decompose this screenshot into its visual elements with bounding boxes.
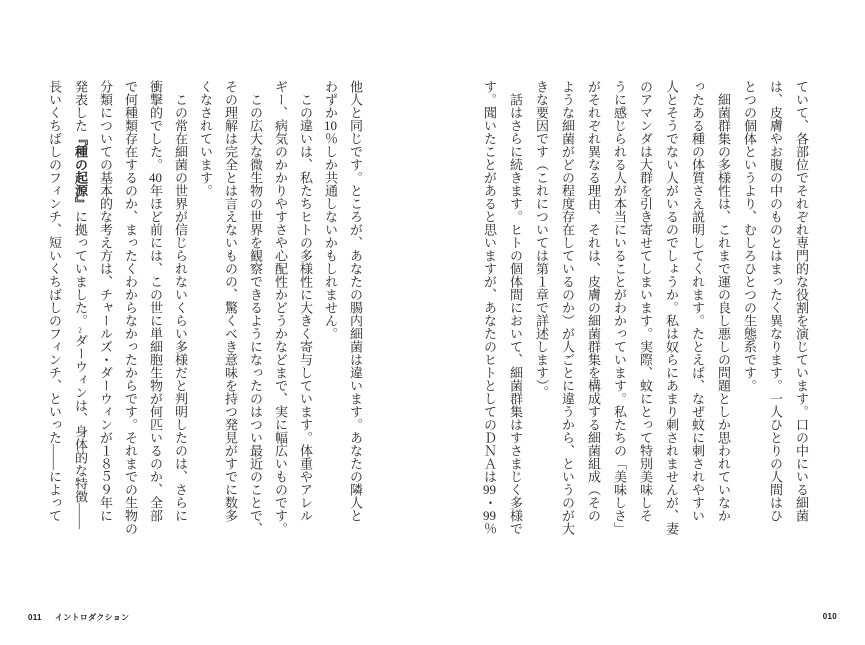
text-line: は、皮膚やお腹の中のものとはまったく異なります。一人ひとりの人間はひ (768, 80, 783, 522)
text-line: とつの個体というより、むしろひとつの生態系です。 (742, 80, 757, 392)
text-line: この広大な微生物の世界を観察できるようになったのはつい最近のことで、 (248, 80, 263, 535)
text-line: 他人と同じです。ところが、あなたの腸内細菌は違います。あなたの隣人と (348, 80, 363, 522)
text-line: ギー、病気のかかりやすさや心配性かどうかなどまで、実に幅広いものです。 (273, 80, 288, 535)
text-line: きな要因です（これについては第１章で詳述します）。 (534, 80, 549, 399)
left-page-text (42, 80, 368, 535)
text-line: す。聞いたことがあると思いますが、あなたのヒトとしてのＤＮＡは99・99％ (482, 80, 497, 535)
text-line: ったある種の体質さえ説明してくれます。たとえば、なぜ蚊に刺されやすい (690, 80, 705, 522)
text-line: この常在細菌の世界が信じられないくらい多様だと判明したのは、さらに (173, 80, 188, 522)
text-line: 話はさらに続きます。ヒトの個体間において、細菌群集はすさまじく多様で (508, 80, 523, 535)
text-line: 人とそうでない人がいるのでしょうか。私は奴らにあまり刺されませんが、妻 (664, 80, 679, 535)
text-line: わずか10％しか共通しないかもしれません。 (323, 80, 338, 340)
right-page-text (476, 80, 814, 535)
text-line: 分類についての基本的な考え方は、チャールズ・ダーウィンが１８５９年に (98, 80, 113, 522)
text-line: くなされています。 (198, 80, 213, 197)
text-line: うに感じられる人が本当にいることがわかっています。私たちの「美味しさ」 (612, 80, 627, 535)
text-line: 長いくちばしのフィンチ、短いくちばしのフィンチ、といった――によって (47, 80, 62, 522)
text-line: その理解は完全とは言えないものの、驚くべき意味を持つ発見がすでに数多 (223, 80, 238, 522)
tatechuyoko-number: 99 (483, 483, 496, 496)
text-line: ような細菌がどの程度存在しているのか）が人ごとに違うから、というのが大 (560, 80, 575, 535)
tatechuyoko-number: 40 (149, 171, 162, 184)
text-line: がそれぞれ異なる理由、それは、皮膚の細菌群集を構成する細菌組成（その (586, 80, 601, 522)
tatechuyoko-number: 10 (324, 119, 337, 132)
footnote-marker: 2 (78, 327, 82, 334)
tatechuyoko-number: 99 (483, 509, 496, 522)
text-line: 細菌群集の多様性は、これまで運の良し悪しの問題としか思われていなか (716, 80, 731, 522)
right-page-number: 010 (822, 612, 837, 621)
emphasis-text: 『種の起源』 (73, 132, 88, 210)
text-line: のアマンダは大群を引き寄せてしまいます。実際、蚊にとって特別美味しそ (638, 80, 653, 522)
left-page-number: 011 (28, 613, 42, 622)
text-line: ていて、各部位でそれぞれ専門的な役割を演じています。口の中にいる細菌 (794, 80, 809, 522)
text-line: 衝撃的でした。40年ほど前には、この世に単細胞生物が何匹いるのか、全部 (148, 80, 163, 522)
running-title: イントロダクション (54, 613, 130, 622)
left-page-footer (28, 612, 129, 623)
text-line: で何種類存在するのか、まったくわからなかったからです。それまでの生物の (123, 80, 138, 535)
text-line: 発表した『種の起源』に拠っていました。2ダーウィンは、身体的な特徴―― (73, 80, 88, 529)
text-line: この違いは、私たちヒトの多様性に大きく寄与しています。体重やアレル (298, 80, 313, 522)
